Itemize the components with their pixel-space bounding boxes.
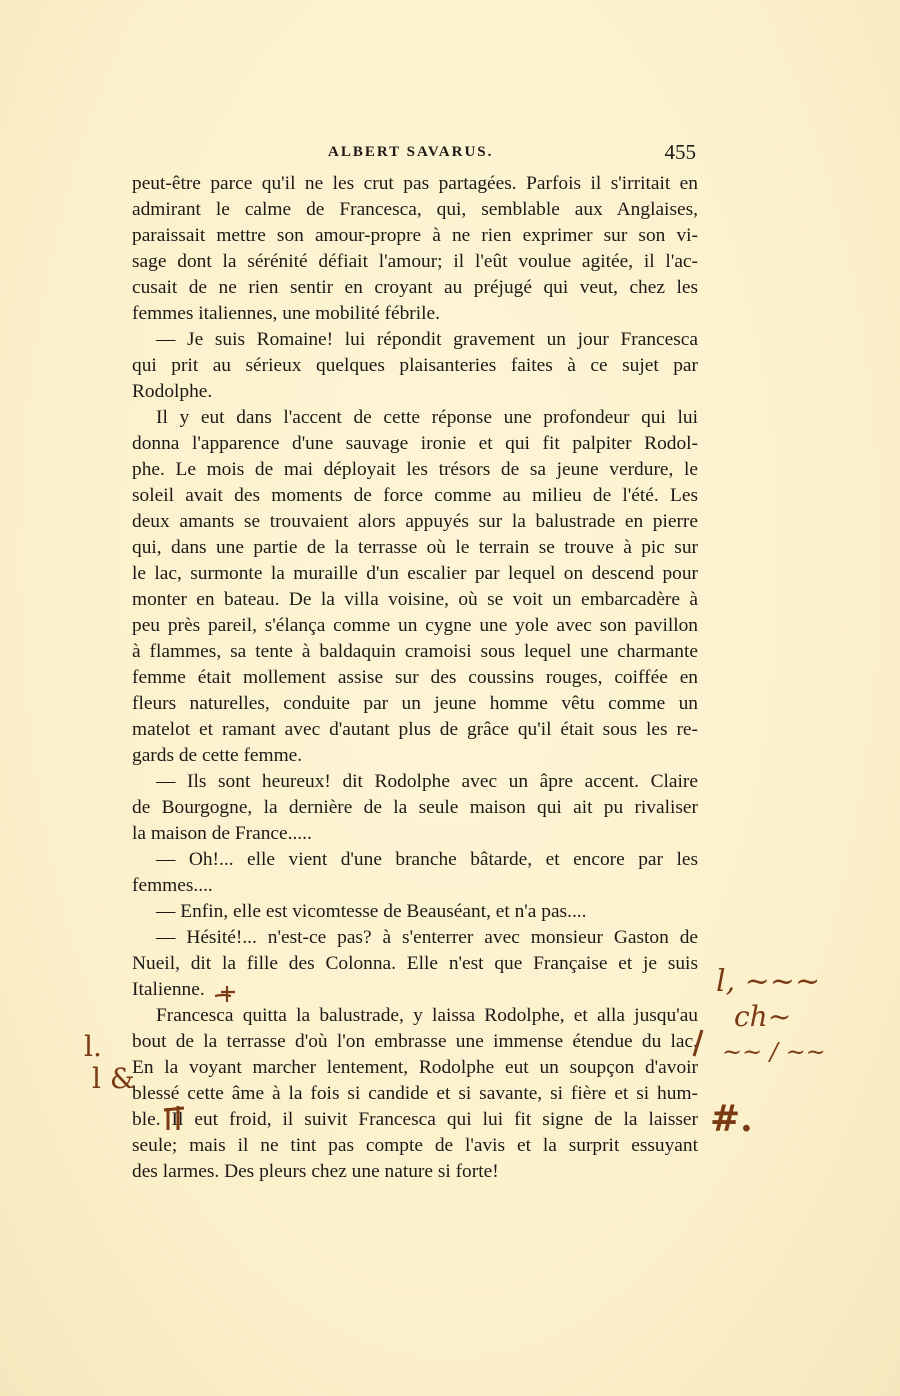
text-line: paraissait mettre son amour-propre à ne rien exprimer sur son vi-: [132, 225, 698, 246]
insertion-mark-icon: [690, 1028, 706, 1058]
text-line: phe. Le mois de mai déployait les trésors de sa jeune verdure, le: [132, 459, 698, 480]
text-line: la maison de France.....: [132, 823, 312, 844]
text-line: femme était mollement assise sur des coussins rouges, coiffée en: [132, 667, 698, 688]
text-line: des larmes. Des pleurs chez une nature si forte!: [132, 1161, 499, 1182]
text-line: fleurs naturelles, conduite par un jeune homme vêtu comme un: [132, 693, 698, 714]
correction-mark-icon: [213, 980, 243, 1004]
text-line: Italienne.: [132, 979, 205, 1000]
margin-note: ch~: [734, 1000, 792, 1033]
text-line: Nueil, dit la fille des Colonna. Elle n'est que Française et je suis: [132, 953, 698, 974]
text-line: qui, dans une partie de la terrasse où le terrain se trouve à pic sur: [132, 537, 698, 558]
text-line: En la voyant marcher lentement, Rodolphe eut un soupçon d'avoir: [132, 1057, 698, 1078]
text-line: bout de la terrasse d'où l'on embrasse une immense étendue du lac.: [132, 1031, 698, 1052]
text-line: sage dont la sérénité défiait l'amour; il l'eût voulue agitée, il l'ac-: [132, 251, 698, 272]
text-line: — Hésité!... n'est-ce pas? à s'enterrer avec monsieur Gaston de: [156, 927, 698, 948]
text-line: — Ils sont heureux! dit Rodolphe avec un âpre accent. Claire: [156, 771, 698, 792]
running-title: ALBERT SAVARUS.: [328, 144, 494, 160]
text-line: — Oh!... elle vient d'une branche bâtarde, et encore par les: [156, 849, 698, 870]
text-line: seule; mais il ne tint pas compte de l'avis et la surprit essuyant: [132, 1135, 698, 1156]
text-line: peut-être parce qu'il ne les crut pas partagées. Parfois il s'irritait en: [132, 173, 698, 194]
text-line: monter en bateau. De la villa voisine, où se voit un embarcadère à: [132, 589, 698, 610]
text-line: admirant le calme de Francesca, qui, semblable aux Anglaises,: [132, 199, 698, 220]
text-line: Il y eut dans l'accent de cette réponse une profondeur qui lui: [156, 407, 698, 428]
body-text: [132, 171, 698, 1185]
text-line: qui prit au sérieux quelques plaisanteries faites à ce sujet par: [132, 355, 698, 376]
margin-note: ~~ / ~~: [722, 1038, 826, 1066]
text-line: le lac, surmonte la muraille d'un escalier par lequel on descend pour: [132, 563, 698, 584]
text-line: blessé cette âme à la fois si candide et si savante, si fière et si hum-: [132, 1083, 698, 1104]
text-line: — Enfin, elle est vicomtesse de Beauséant, et n'a pas....: [156, 901, 587, 922]
text-line: matelot et ramant avec d'autant plus de grâce qu'il était sous les re-: [132, 719, 698, 740]
page-number: 455: [664, 140, 696, 164]
text-line: gards de cette femme.: [132, 745, 303, 766]
text-line: Francesca quitta la balustrade, y laissa Rodolphe, et alla jusqu'au: [156, 1005, 698, 1026]
text-line: à flammes, sa tente à baldaquin cramoisi sous lequel une charmante: [132, 641, 698, 662]
text-line: deux amants se trouvaient alors appuyés sur la balustrade en pierre: [132, 511, 698, 532]
margin-note: #.: [710, 1098, 753, 1140]
margin-note: l &: [92, 1062, 135, 1095]
text-line: femmes....: [132, 875, 213, 896]
page-header: [132, 140, 698, 168]
paragraph-mark-icon: [162, 1102, 190, 1132]
text-line: ble. Il eut froid, il suivit Francesca qui lui fit signe de la laisser: [132, 1109, 698, 1130]
text-line: cusait de ne rien sentir en croyant au préjugé qui veut, chez les: [132, 277, 698, 298]
text-line: — Je suis Romaine! lui répondit gravement un jour Francesca: [156, 329, 698, 350]
text-line: peu près pareil, s'élança comme un cygne une yole avec son pavillon: [132, 615, 698, 636]
text-line: donna l'apparence d'une sauvage ironie et qui fit palpiter Rodol-: [132, 433, 698, 454]
margin-note: l, ~~~: [716, 964, 821, 999]
margin-note: l.: [84, 1030, 102, 1063]
text-line: femmes italiennes, une mobilité fébrile.: [132, 303, 440, 324]
text-line: Rodolphe.: [132, 381, 213, 402]
text-line: de Bourgogne, la dernière de la seule maison qui ait pu rivaliser: [132, 797, 698, 818]
text-line: soleil avait des moments de force comme au milieu de l'été. Les: [132, 485, 698, 506]
